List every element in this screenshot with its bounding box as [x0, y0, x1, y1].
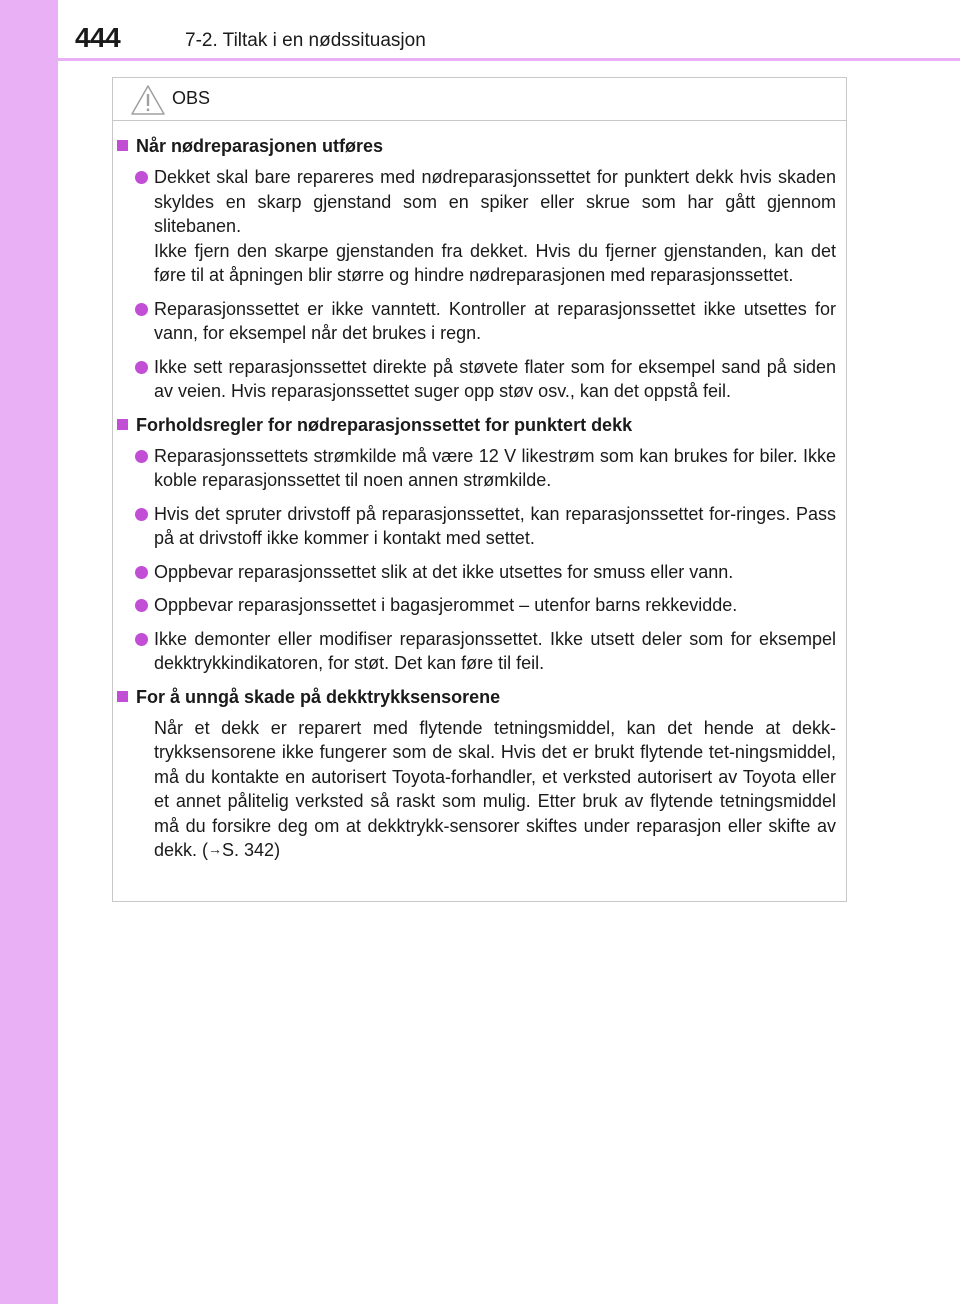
section-heading: [117, 134, 840, 159]
list-item: [135, 355, 840, 404]
circle-bullet-icon: [135, 361, 148, 374]
section-heading-text: For å unngå skade på dekktrykksensorene: [136, 686, 501, 707]
bullet-text-extra: Ikke fjern den skarpe gjenstanden fra dekket. Hvis du fjerner gjenstanden, kan det føre til at åpningen blir større og hindre nødreparasjonen med reparasjonssettet.: [154, 240, 836, 285]
bullet-text: Oppbevar reparasjonssettet slik at det ikke utsettes for smuss eller vann.: [154, 561, 734, 582]
section-heading: [117, 413, 840, 438]
section-emergency-repair: [117, 134, 840, 404]
section-title: 7-2. Tiltak i en nødssituasjon: [185, 30, 426, 51]
bullet-text: Oppbevar reparasjonssettet i bagasjerommet – utenfor barns rekkevidde.: [154, 595, 738, 615]
paragraph: [154, 716, 836, 864]
circle-bullet-icon: [135, 171, 148, 184]
circle-bullet-icon: [135, 450, 148, 463]
header-rule: [58, 58, 960, 61]
list-item: [135, 297, 840, 346]
circle-bullet-icon: [135, 599, 148, 612]
bullet-text: Ikke sett reparasjonssettet direkte på støvete flater som for eksempel sand på siden av veien. Hvis reparasjonssettet suger opp støv osv., kan det oppstå feil.: [154, 356, 836, 401]
section-heading-text: Forholdsregler for nødreparasjonssettet for punktert dekk: [136, 414, 633, 435]
side-color-band: [0, 0, 58, 1304]
paragraph-text: Når et dekk er reparert med flytende tetningsmiddel, kan det hende at dekk-trykksensorene ikke fungerer som de skal. Hvis det er brukt flytende tet-ningsmiddel, må du kontakte en autorisert Toyota-forhandler, et verksted autorisert av Toyota eller et annet pålitelig verksted så raskt som mulig. Etter bruk av flytende tetningsmiddel må du forsikre deg om at dekktrykk-sensorer skiftes under reparasjon eller skifte av dekk. (: [154, 717, 836, 860]
list-item: [135, 444, 840, 493]
page-reference-link[interactable]: S. 342): [222, 840, 281, 860]
circle-bullet-icon: [135, 633, 148, 646]
list-item: [135, 165, 840, 288]
section-heading: [117, 685, 840, 710]
bullet-text: Dekket skal bare repareres med nødreparasjonssettet for punktert dekk hvis skaden skyldes en skarp gjenstand som en spiker eller skrue som har gått gjennom slitebanen.: [154, 167, 836, 236]
warning-triangle-icon: [130, 84, 166, 116]
obs-label: OBS: [172, 88, 211, 108]
circle-bullet-icon: [135, 566, 148, 579]
list-item: [135, 560, 840, 585]
list-item: [135, 627, 840, 676]
circle-bullet-icon: [135, 508, 148, 521]
square-bullet-icon: [117, 419, 128, 430]
arrow-right-icon: →: [208, 841, 223, 857]
obs-notice-box: [112, 77, 847, 902]
list-item: [135, 502, 840, 551]
bullet-text: Reparasjonssettet er ikke vanntett. Kontroller at reparasjonssettet ikke utsettes for vann, for eksempel når det brukes i regn.: [154, 298, 836, 343]
square-bullet-icon: [117, 691, 128, 702]
bullet-text: Ikke demonter eller modifiser reparasjonssettet. Ikke utsett deler som for eksempel dekktrykkindikatoren, for støt. Det kan føre til feil.: [154, 628, 836, 673]
section-heading-text: Når nødreparasjonen utføres: [136, 136, 384, 156]
bullet-text: Hvis det spruter drivstoff på reparasjonssettet, kan reparasjonssettet for-ringes. Pass på at drivstoff ikke kommer i kontakt med settet.: [154, 503, 836, 548]
square-bullet-icon: [117, 140, 128, 151]
page-number: 444: [75, 22, 121, 53]
obs-body: [117, 134, 840, 872]
list-item: [135, 593, 840, 618]
bullet-text: Reparasjonssettets strømkilde må være 12 V likestrøm som kan brukes for biler. Ikke koble reparasjonssettet til noen annen strømkilde.: [154, 445, 836, 490]
section-precautions: [117, 413, 840, 676]
section-tpms-sensors: [117, 685, 840, 864]
obs-header: [113, 78, 846, 121]
circle-bullet-icon: [135, 303, 148, 316]
